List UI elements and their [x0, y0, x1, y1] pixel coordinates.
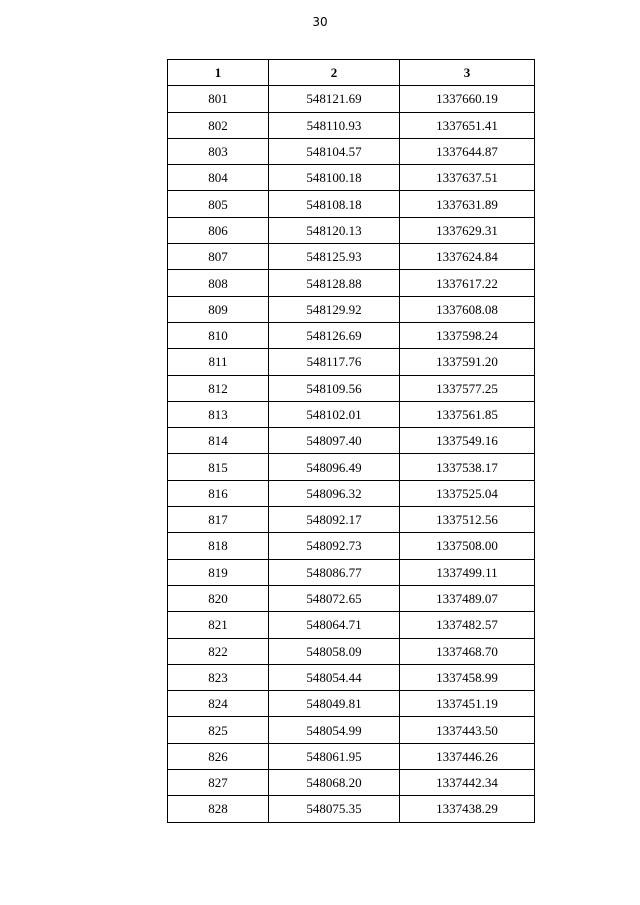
y-coordinate-cell: 1337608.08 — [400, 296, 535, 322]
page-number: 30 — [312, 15, 328, 29]
y-coordinate-cell: 1337561.85 — [400, 401, 535, 427]
point-number-cell: 813 — [168, 401, 269, 427]
table-row — [168, 743, 535, 769]
x-coordinate-cell: 548102.01 — [269, 401, 400, 427]
table-row — [168, 296, 535, 322]
x-coordinate-cell: 548104.57 — [269, 138, 400, 164]
table-row — [168, 270, 535, 296]
point-number-cell: 807 — [168, 244, 269, 270]
x-coordinate-cell: 548117.76 — [269, 349, 400, 375]
point-number-cell: 804 — [168, 165, 269, 191]
point-number-cell: 809 — [168, 296, 269, 322]
x-coordinate-cell: 548068.20 — [269, 770, 400, 796]
table-row — [168, 112, 535, 138]
x-coordinate-cell: 548058.09 — [269, 638, 400, 664]
point-number-cell: 827 — [168, 770, 269, 796]
point-number-cell: 820 — [168, 585, 269, 611]
point-number-cell: 819 — [168, 559, 269, 585]
x-coordinate-cell: 548129.92 — [269, 296, 400, 322]
point-number-cell: 825 — [168, 717, 269, 743]
table-row — [168, 480, 535, 506]
x-coordinate-cell: 548049.81 — [269, 691, 400, 717]
x-coordinate-cell: 548128.88 — [269, 270, 400, 296]
column-header-1: 1 — [168, 60, 269, 86]
y-coordinate-cell: 1337512.56 — [400, 507, 535, 533]
table-row — [168, 375, 535, 401]
point-number-cell: 805 — [168, 191, 269, 217]
y-coordinate-cell: 1337446.26 — [400, 743, 535, 769]
point-number-cell: 801 — [168, 86, 269, 112]
y-coordinate-cell: 1337591.20 — [400, 349, 535, 375]
table-row — [168, 217, 535, 243]
x-coordinate-cell: 548054.99 — [269, 717, 400, 743]
y-coordinate-cell: 1337617.22 — [400, 270, 535, 296]
y-coordinate-cell: 1337598.24 — [400, 322, 535, 348]
x-coordinate-cell: 548096.49 — [269, 454, 400, 480]
y-coordinate-cell: 1337482.57 — [400, 612, 535, 638]
y-coordinate-cell: 1337508.00 — [400, 533, 535, 559]
table-row — [168, 191, 535, 217]
point-number-cell: 826 — [168, 743, 269, 769]
table-row — [168, 322, 535, 348]
x-coordinate-cell: 548054.44 — [269, 664, 400, 690]
x-coordinate-cell: 548075.35 — [269, 796, 400, 822]
table-row — [168, 401, 535, 427]
y-coordinate-cell: 1337651.41 — [400, 112, 535, 138]
coordinates-table — [167, 59, 535, 823]
x-coordinate-cell: 548126.69 — [269, 322, 400, 348]
table-row — [168, 691, 535, 717]
y-coordinate-cell: 1337451.19 — [400, 691, 535, 717]
y-coordinate-cell: 1337538.17 — [400, 454, 535, 480]
point-number-cell: 814 — [168, 428, 269, 454]
table-row — [168, 349, 535, 375]
point-number-cell: 824 — [168, 691, 269, 717]
x-coordinate-cell: 548100.18 — [269, 165, 400, 191]
x-coordinate-cell: 548072.65 — [269, 585, 400, 611]
y-coordinate-cell: 1337443.50 — [400, 717, 535, 743]
x-coordinate-cell: 548064.71 — [269, 612, 400, 638]
table-row — [168, 770, 535, 796]
table-row — [168, 585, 535, 611]
point-number-cell: 823 — [168, 664, 269, 690]
table-row — [168, 244, 535, 270]
point-number-cell: 806 — [168, 217, 269, 243]
point-number-cell: 822 — [168, 638, 269, 664]
y-coordinate-cell: 1337549.16 — [400, 428, 535, 454]
point-number-cell: 828 — [168, 796, 269, 822]
table-header-row — [168, 60, 535, 86]
y-coordinate-cell: 1337489.07 — [400, 585, 535, 611]
point-number-cell: 816 — [168, 480, 269, 506]
x-coordinate-cell: 548120.13 — [269, 217, 400, 243]
point-number-cell: 812 — [168, 375, 269, 401]
y-coordinate-cell: 1337438.29 — [400, 796, 535, 822]
x-coordinate-cell: 548092.17 — [269, 507, 400, 533]
x-coordinate-cell: 548092.73 — [269, 533, 400, 559]
y-coordinate-cell: 1337629.31 — [400, 217, 535, 243]
table-row — [168, 612, 535, 638]
y-coordinate-cell: 1337637.51 — [400, 165, 535, 191]
point-number-cell: 815 — [168, 454, 269, 480]
column-header-2: 2 — [269, 60, 400, 86]
x-coordinate-cell: 548108.18 — [269, 191, 400, 217]
point-number-cell: 817 — [168, 507, 269, 533]
y-coordinate-cell: 1337624.84 — [400, 244, 535, 270]
point-number-cell: 802 — [168, 112, 269, 138]
table-row — [168, 533, 535, 559]
table-row — [168, 796, 535, 822]
point-number-cell: 811 — [168, 349, 269, 375]
y-coordinate-cell: 1337458.99 — [400, 664, 535, 690]
point-number-cell: 810 — [168, 322, 269, 348]
x-coordinate-cell: 548097.40 — [269, 428, 400, 454]
table-row — [168, 638, 535, 664]
point-number-cell: 818 — [168, 533, 269, 559]
y-coordinate-cell: 1337442.34 — [400, 770, 535, 796]
y-coordinate-cell: 1337577.25 — [400, 375, 535, 401]
table-row — [168, 454, 535, 480]
x-coordinate-cell: 548121.69 — [269, 86, 400, 112]
x-coordinate-cell: 548061.95 — [269, 743, 400, 769]
column-header-3: 3 — [400, 60, 535, 86]
y-coordinate-cell: 1337525.04 — [400, 480, 535, 506]
point-number-cell: 803 — [168, 138, 269, 164]
table-row — [168, 138, 535, 164]
table-row — [168, 717, 535, 743]
table-row — [168, 664, 535, 690]
x-coordinate-cell: 548109.56 — [269, 375, 400, 401]
y-coordinate-cell: 1337660.19 — [400, 86, 535, 112]
table-row — [168, 559, 535, 585]
table-body — [168, 86, 535, 822]
x-coordinate-cell: 548110.93 — [269, 112, 400, 138]
y-coordinate-cell: 1337499.11 — [400, 559, 535, 585]
x-coordinate-cell: 548125.93 — [269, 244, 400, 270]
point-number-cell: 808 — [168, 270, 269, 296]
y-coordinate-cell: 1337631.89 — [400, 191, 535, 217]
point-number-cell: 821 — [168, 612, 269, 638]
y-coordinate-cell: 1337644.87 — [400, 138, 535, 164]
table-row — [168, 165, 535, 191]
table-row — [168, 86, 535, 112]
x-coordinate-cell: 548086.77 — [269, 559, 400, 585]
table-row — [168, 507, 535, 533]
y-coordinate-cell: 1337468.70 — [400, 638, 535, 664]
x-coordinate-cell: 548096.32 — [269, 480, 400, 506]
table-row — [168, 428, 535, 454]
